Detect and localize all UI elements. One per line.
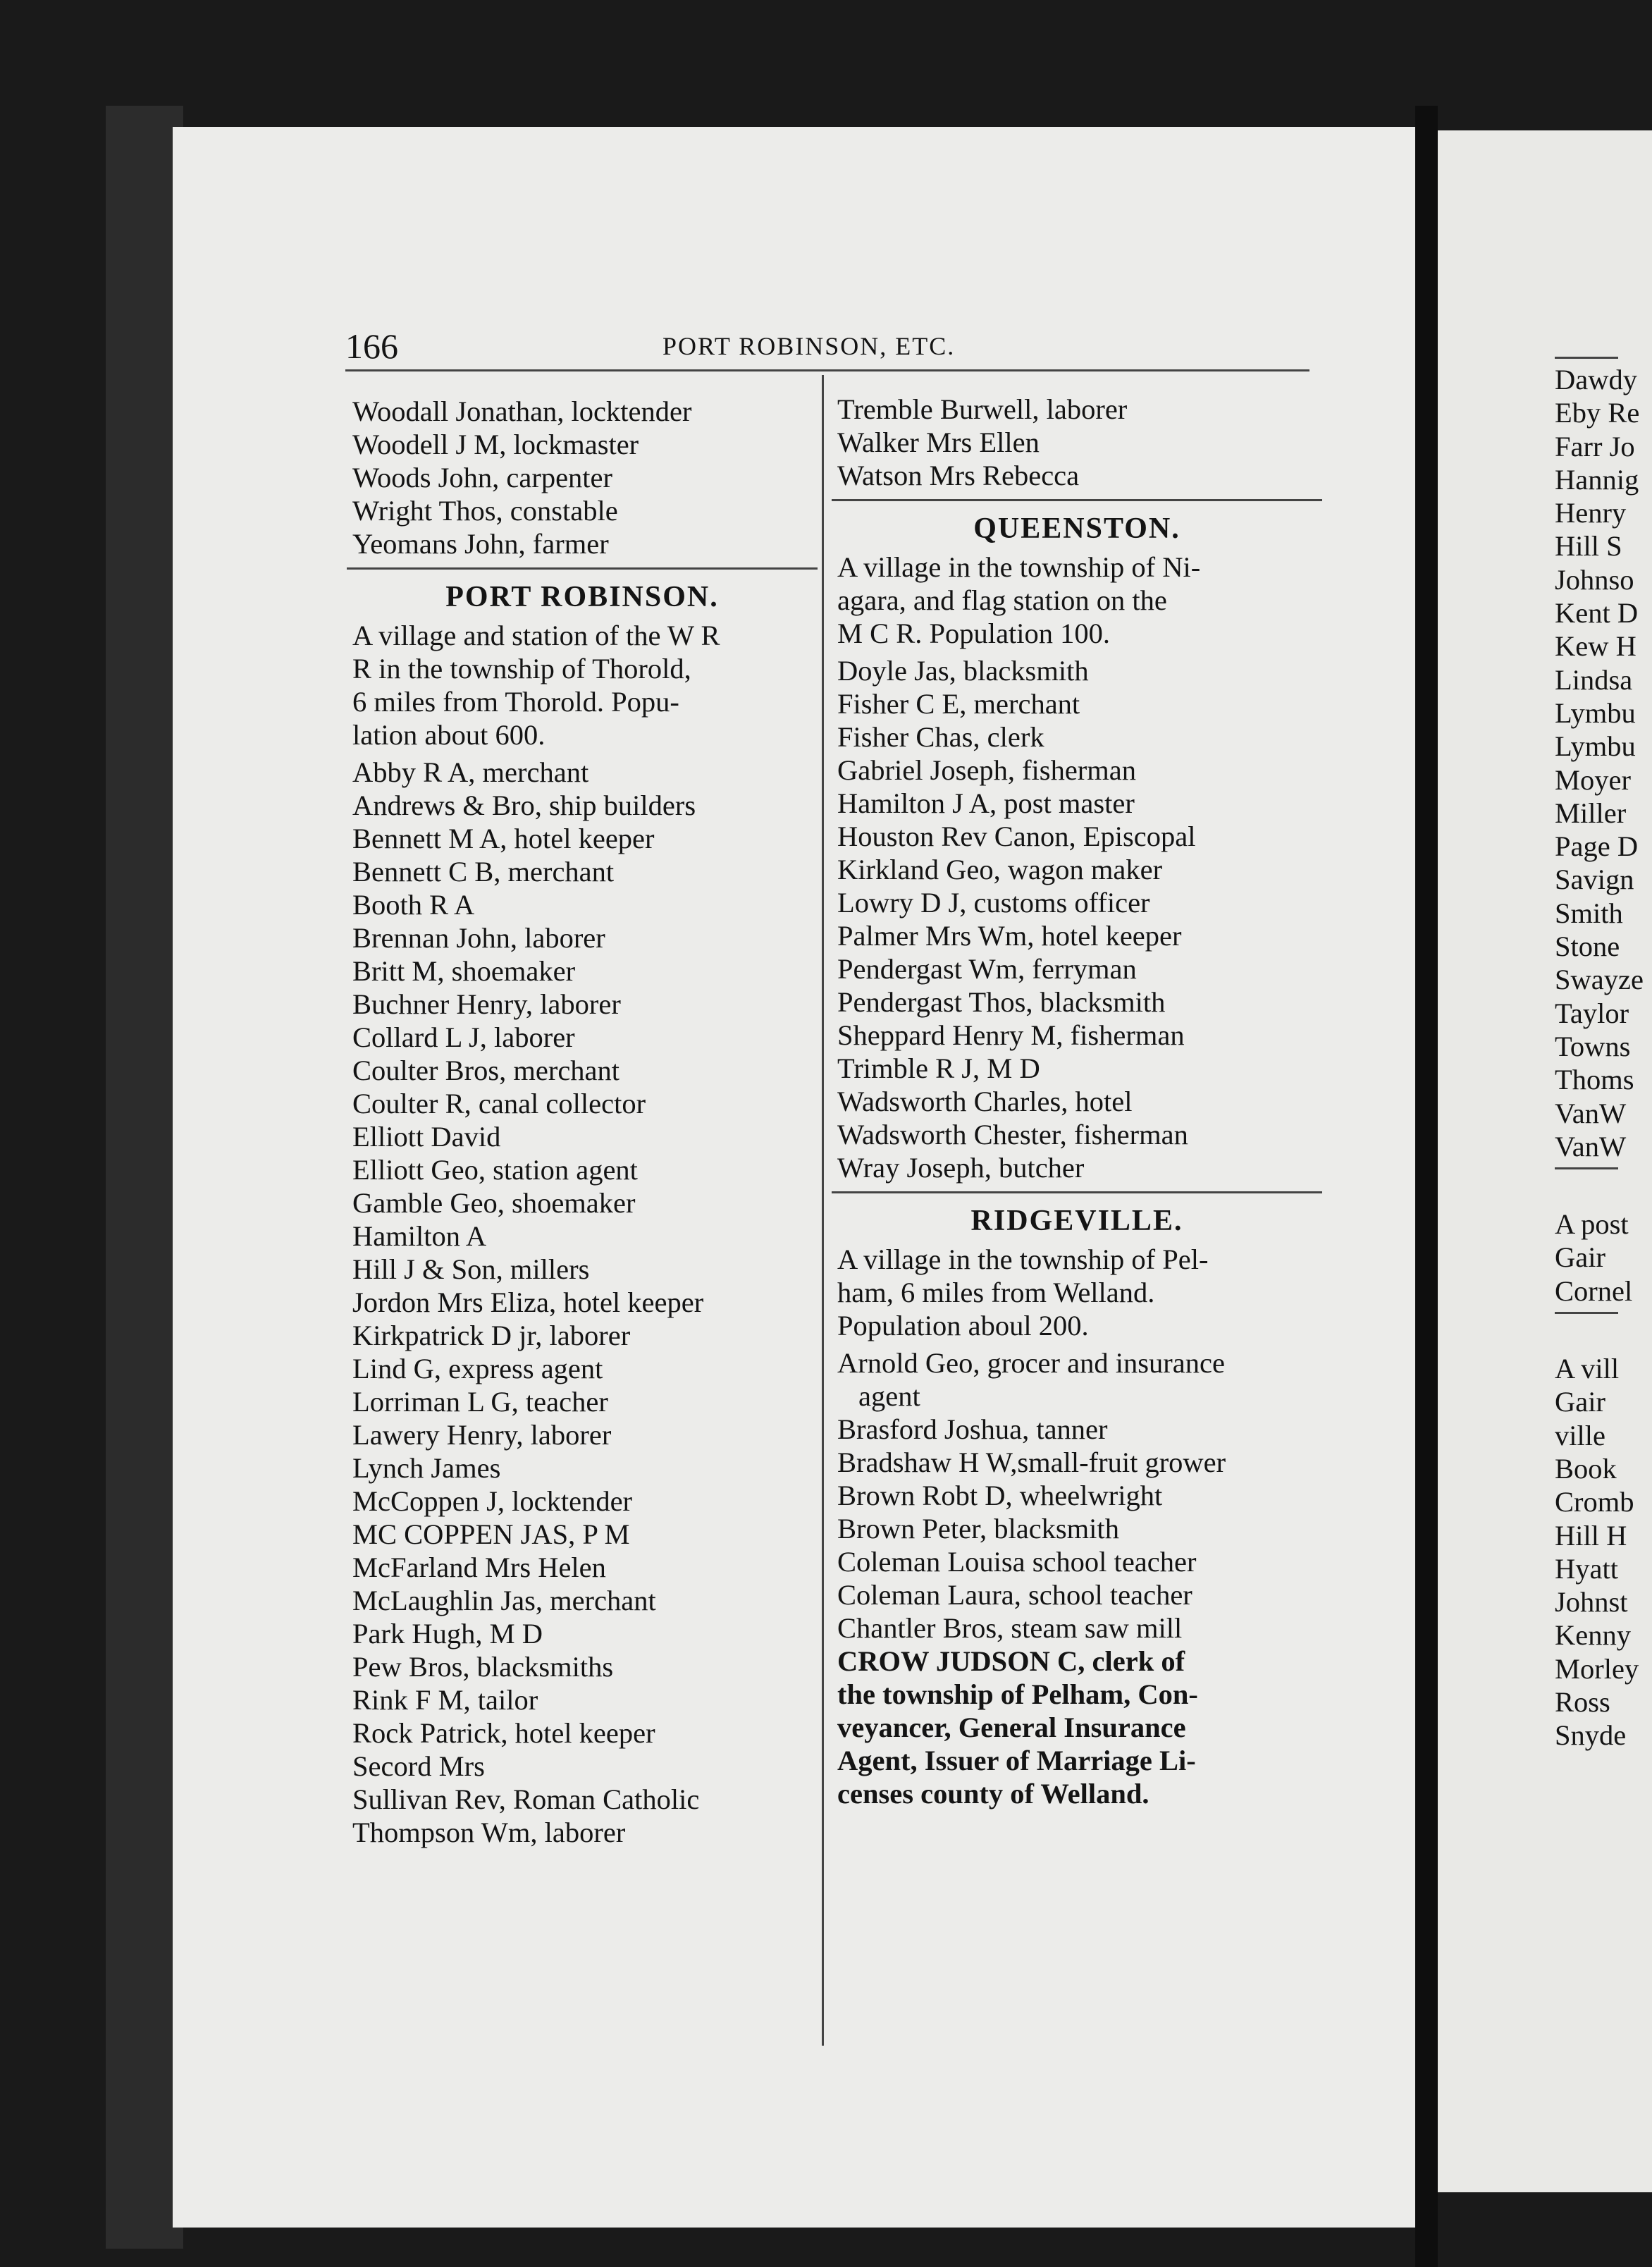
list-item: Abby R A, merchant [352,756,589,788]
right-block-1 [1555,363,1652,1163]
list-item: McLaughlin Jas, merchant [352,1585,656,1616]
list-item: Morley [1555,1652,1639,1685]
middle-column [837,393,1317,1814]
list-item: Kenny [1555,1619,1631,1652]
list-item: Coulter R, canal collector [352,1088,646,1119]
list-item: Wright Thos, constable [352,495,618,527]
list-item: Kirkpatrick D jr, laborer [352,1320,631,1351]
header-rule [345,369,1309,371]
list-item: Hill S [1555,530,1622,563]
list-item: Towns [1555,1030,1631,1062]
list-item: Sheppard Henry M, fisherman [837,1019,1185,1051]
list-item: Chantler Bros, steam saw mill [837,1612,1183,1644]
list-item: Dawdy [1555,364,1637,395]
left-column [352,395,812,1849]
list-item: Doyle Jas, blacksmith [837,655,1089,687]
section-rule [832,1191,1322,1193]
list-item: Thompson Wm, laborer [352,1817,626,1848]
list-item: Johnst [1555,1586,1628,1618]
list-item: Population aboul 200. [837,1310,1089,1341]
list-item: Farr Jo [1555,430,1635,462]
list-item: Stone [1555,930,1620,963]
list-item: Tremble Burwell, laborer [837,393,1128,425]
list-item: agara, and flag station on the [837,584,1167,616]
section-rule [832,499,1322,501]
list-item: Wray Joseph, butcher [837,1152,1085,1184]
page-number: 166 [345,326,398,366]
list-item: Brennan John, laborer [352,922,605,954]
list-item: Johnso [1555,563,1634,596]
list-item: A post [1555,1208,1629,1241]
list-item: Bennett M A, hotel keeper [352,823,655,854]
list-item: Bennett C B, merchant [352,856,615,887]
list-item: A vill [1555,1353,1620,1385]
list-item: Trimble R J, M D [837,1052,1040,1084]
list-item: MC COPPEN JAS, P M [352,1518,630,1550]
directory-list [837,654,1317,1184]
list-item: ham, 6 miles from Welland. [837,1277,1155,1308]
right-block-3 [1555,1352,1652,1752]
list-item: Booth R A [352,889,475,921]
list-item: A village and station of the W R [352,620,720,651]
list-item: Coulter Bros, merchant [352,1055,620,1086]
list-item: Cornel [1555,1274,1633,1307]
column-separator [822,375,824,2046]
list-item: Elliott David [352,1121,501,1153]
list-item: CROW JUDSON C, clerk of [837,1645,1185,1677]
list-item: Fisher C E, merchant [837,688,1080,720]
list-item: Secord Mrs [352,1750,485,1782]
section-description [837,551,1317,650]
list-item: lation about 600. [352,719,545,751]
list-item: McFarland Mrs Helen [352,1552,606,1583]
list-item: censes county of Welland. [837,1778,1149,1810]
list-item: Lindsa [1555,663,1633,696]
list-item: Buchner Henry, laborer [352,988,621,1020]
list-item: Hyatt [1555,1552,1618,1585]
list-item: 6 miles from Thorold. Popu- [352,686,679,718]
list-item: Gamble Geo, shoemaker [352,1187,636,1219]
list-item: Page D [1555,830,1639,863]
list-item: agent [858,1380,920,1412]
list-item: Woodall Jonathan, locktender [352,395,692,427]
list-item: Wadsworth Chester, fisherman [837,1119,1188,1150]
list-item: Brown Peter, blacksmith [837,1513,1119,1544]
list-item: Fisher Chas, clerk [837,721,1044,753]
section-description [352,619,812,751]
directory-list [352,756,812,1849]
directory-list [837,1346,1317,1645]
list-item: McCoppen J, locktender [352,1485,633,1517]
rule [1555,1312,1618,1314]
list-item: Houston Rev Canon, Episcopal [837,821,1196,852]
list-item: Kew H [1555,630,1636,663]
list-item: Hamilton J A, post master [837,787,1135,819]
right-block-2 [1555,1208,1652,1308]
list-item: Book [1555,1452,1617,1485]
section-title-port-robinson: PORT ROBINSON. [445,581,719,613]
list-item: A village in the township of Ni- [837,551,1201,583]
list-item: Savign [1555,864,1634,896]
list-item: Pendergast Thos, blacksmith [837,986,1166,1018]
list-item: Lynch James [352,1452,501,1484]
list-item: Coleman Laura, school teacher [837,1579,1192,1611]
list-item: A village in the township of Pel- [837,1243,1209,1275]
list-item: Hill J & Son, millers [352,1253,590,1285]
list-item: Watson Mrs Rebecca [837,460,1080,491]
list-item: Brasford Joshua, tanner [837,1413,1108,1445]
list-item: Bradshaw H W,small-fruit grower [837,1446,1226,1478]
list-item: Andrews & Bro, ship builders [352,790,696,821]
list-item: Rink F M, tailor [352,1684,538,1716]
section-title-queenston: QUEENSTON. [973,512,1181,545]
list-item: Lymbu [1555,696,1636,729]
list-item: Gair [1555,1241,1605,1274]
list-item: VanW [1555,1130,1627,1162]
list-item: Elliott Geo, station agent [352,1154,638,1186]
list-item: ville [1555,1419,1605,1451]
page-header [345,326,987,366]
list-item: Woods John, carpenter [352,462,613,493]
list-item: Miller [1555,797,1627,829]
list-item: Lind G, express agent [352,1353,603,1384]
page-edge [106,106,183,2249]
list-item: Taylor [1555,997,1629,1029]
book-gutter [1415,106,1438,2267]
list-item: Rock Patrick, hotel keeper [352,1717,655,1749]
middle-top-entries [837,393,1317,492]
list-item: Ross [1555,1685,1610,1718]
list-item: Kent D [1555,597,1639,629]
list-item: Lymbu [1555,730,1636,763]
list-item: R in the township of Thorold, [352,653,691,684]
list-item: Lowry D J, customs officer [837,887,1150,919]
list-item: M C R. Population 100. [837,618,1111,649]
section-title-ridgeville: RIDGEVILLE. [970,1205,1183,1237]
list-item: Sullivan Rev, Roman Catholic [352,1783,700,1815]
list-item: Gair [1555,1386,1605,1418]
list-item: Jordon Mrs Eliza, hotel keeper [352,1286,704,1318]
list-item: Palmer Mrs Wm, hotel keeper [837,920,1182,952]
list-item: Gabriel Joseph, fisherman [837,754,1137,786]
list-item: Brown Robt D, wheelwright [837,1480,1163,1511]
list-item: the township of Pelham, Con- [837,1678,1198,1710]
list-item: Agent, Issuer of Marriage Li- [837,1745,1196,1776]
list-item: Eby Re [1555,397,1640,429]
rule [1555,1167,1618,1169]
list-item: VanW [1555,1097,1627,1129]
section-description [837,1243,1317,1342]
list-item: Collard L J, laborer [352,1021,575,1053]
list-item: Woodell J M, lockmaster [352,429,639,460]
bold-entry [837,1645,1317,1810]
list-item: Yeomans John, farmer [352,528,609,560]
list-item: Park Hugh, M D [352,1618,543,1649]
list-item: Snyde [1555,1719,1627,1752]
rule [1555,357,1618,359]
list-item: Arnold Geo, grocer and insurance [837,1347,1225,1379]
list-item: Moyer [1555,763,1631,796]
section-rule [347,567,818,570]
list-item: Pendergast Wm, ferryman [837,953,1137,985]
list-item: Wadsworth Charles, hotel [837,1086,1133,1117]
list-item: Lorriman L G, teacher [352,1386,608,1418]
list-item: Cromb [1555,1486,1634,1518]
list-item: Henry [1555,497,1627,529]
right-page-column [1555,357,1652,1752]
list-item: Hill H [1555,1519,1627,1552]
list-item: Britt M, shoemaker [352,955,576,987]
list-item: Coleman Louisa school teacher [837,1546,1197,1578]
list-item: Pew Bros, blacksmiths [352,1651,614,1683]
list-item: Hannig [1555,463,1639,496]
list-item: Swayze [1555,964,1644,996]
running-head: PORT ROBINSON, ETC. [662,332,956,360]
list-item: Thoms [1555,1064,1634,1096]
list-item: Kirkland Geo, wagon maker [837,854,1163,885]
left-top-entries [352,395,812,560]
list-item: Hamilton A [352,1220,487,1252]
list-item: veyancer, General Insurance [837,1712,1186,1743]
list-item: Smith [1555,897,1623,929]
list-item: Walker Mrs Ellen [837,426,1040,458]
list-item: Lawery Henry, laborer [352,1419,612,1451]
